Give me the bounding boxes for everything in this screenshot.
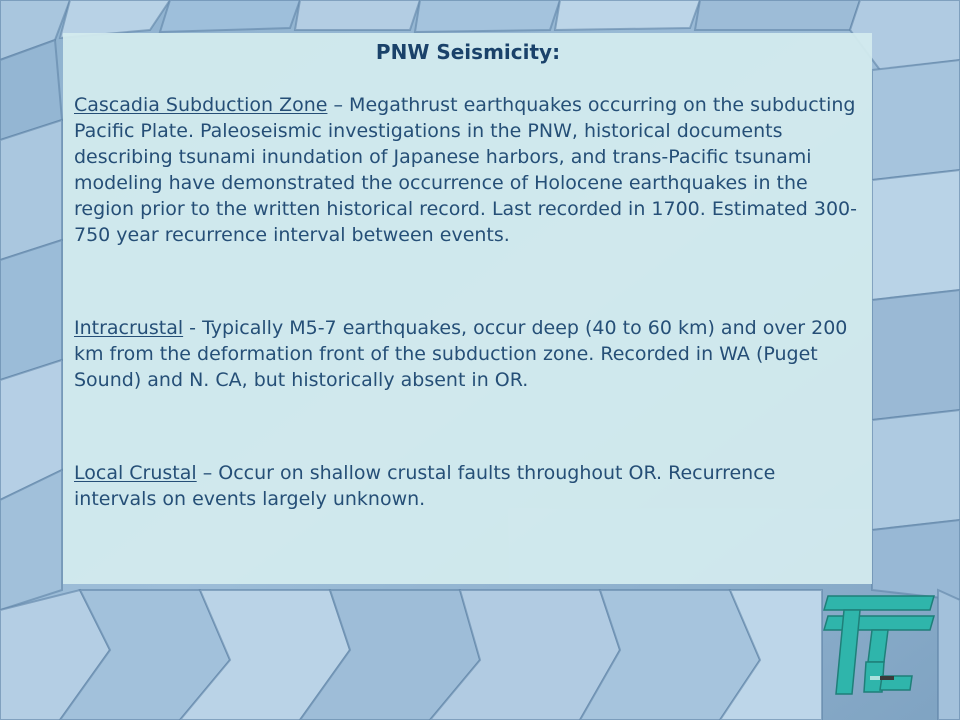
local-crustal-text: Occur on shallow crustal faults throughout OR. Recurrence intervals on events largely unknown. (74, 462, 776, 510)
cascadia-separator: – (327, 94, 350, 116)
intracrustal-text: Typically M5-7 earthquakes, occur deep (40 to 60 km) and over 200 km from the deformation front of the subduction zone. Recorded in WA (Puget Sound) and N. CA, but historically absent in OR. (74, 317, 848, 391)
local-crustal-paragraph (74, 460, 862, 512)
cascadia-paragraph (74, 92, 862, 248)
intracrustal-paragraph (74, 315, 862, 393)
local-crustal-separator: – (196, 462, 219, 484)
local-crustal-term: Local Crustal (74, 462, 197, 484)
company-logo-icon (822, 592, 938, 698)
intracrustal-separator: - (183, 317, 203, 339)
cascadia-text: Megathrust earthquakes occurring on the subducting Pacific Plate. Paleoseismic investigations in the PNW, historical documents describing tsunami inundation of Japanese harbors, and trans-Pacific tsunami modeling have demonstrated the occurrence of Holocene earthquakes in the region prior to the written historical record. Last recorded in 1700. Estimated 300-750 year recurrence interval between events. (74, 94, 857, 246)
content-panel (63, 33, 872, 584)
slide-title: PNW Seismicity: (375, 40, 561, 64)
cascadia-term: Cascadia Subduction Zone (74, 94, 328, 116)
intracrustal-term: Intracrustal (74, 317, 184, 339)
